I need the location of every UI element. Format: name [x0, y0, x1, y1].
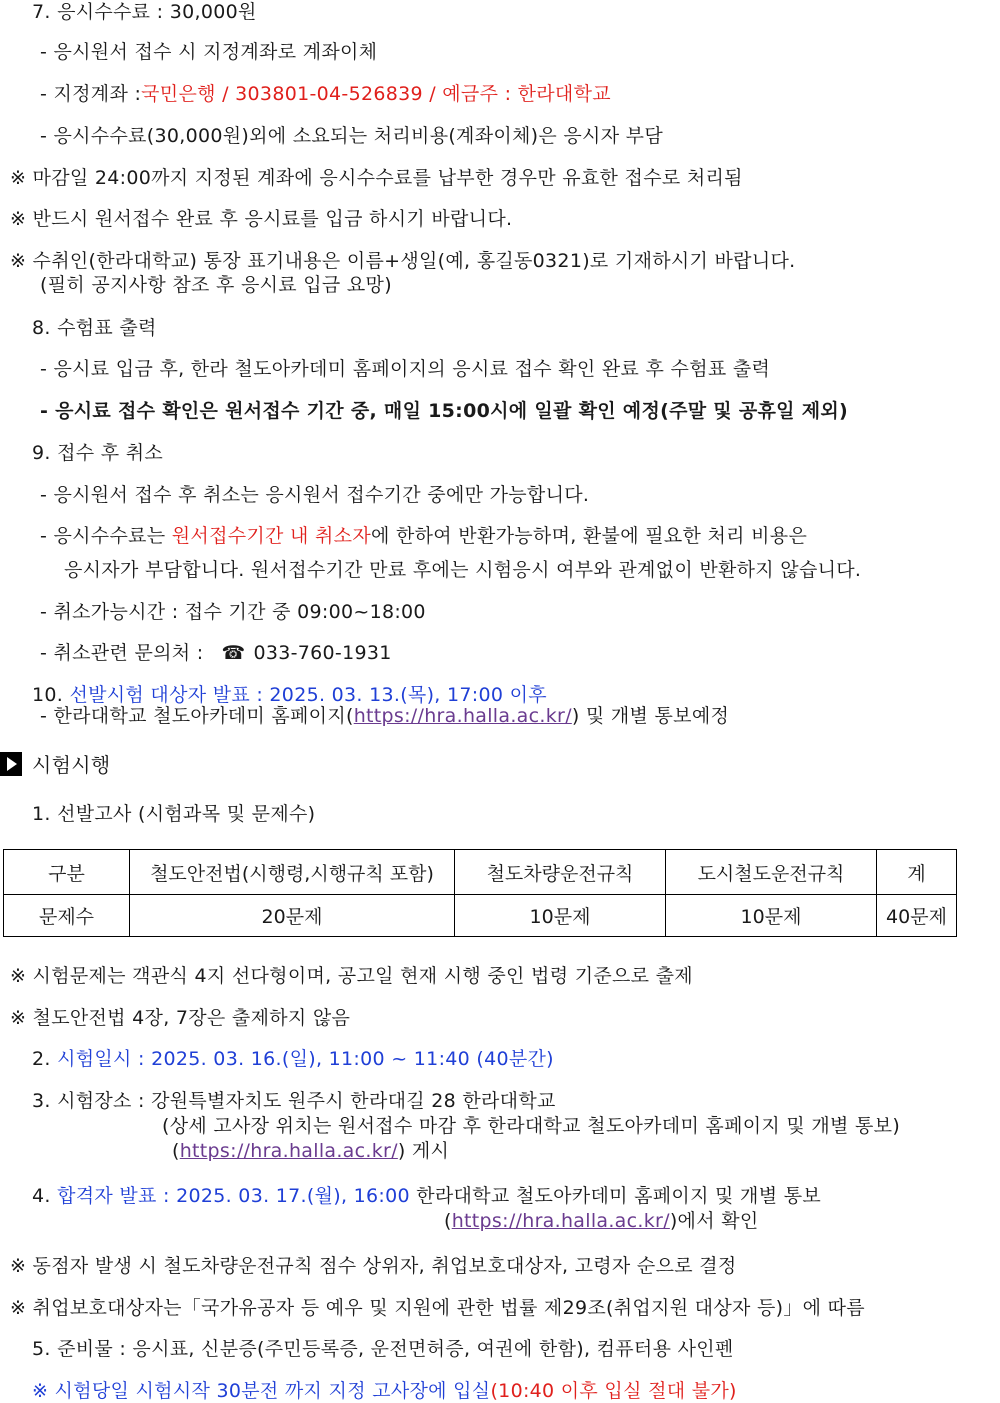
item-4-result [32, 1184, 821, 1208]
place-detail: (상세 고사장 위치는 원서접수 마감 후 한라대학교 철도아카데미 홈페이지 및 개별 통보) [162, 1115, 901, 1137]
table-row [4, 895, 957, 937]
refund-highlight: 원서접수기간 내 취소자 [171, 525, 371, 547]
note-protect: ※ 취업보호대상자는「국가유공자 등 예우 및 지원에 관한 법률 제29조(취업지원 대상자 등)」에 따름 [10, 1297, 865, 1319]
note-exam-skip: ※ 철도안전법 4장, 7장은 출제하지 않음 [10, 1007, 351, 1029]
result-rest: 한라대학교 철도아카데미 홈페이지 및 개별 통보 [409, 1185, 822, 1207]
item-5-prep: 5. 준비물 : 응시표, 신분증(주민등록증, 운전면허증, 여권에 한함), 컴퓨터용 사인펜 [32, 1338, 734, 1360]
cancel-hours: - 취소가능시간 : 접수 기간 중 09:00~18:00 [40, 601, 426, 623]
table-cell: 20문제 [130, 895, 455, 937]
table-header: 계 [877, 850, 957, 895]
item-4-number: 4. [32, 1185, 51, 1207]
table-header: 철도차량운전규칙 [455, 850, 666, 895]
result-confirm: )에서 확인 [669, 1210, 759, 1232]
place-url-line [172, 1139, 449, 1163]
result-url-line [444, 1209, 759, 1233]
place-paren-open: ( [172, 1140, 180, 1162]
table-cell: 40문제 [877, 895, 957, 937]
fee-extra-cost: - 응시수수료(30,000원)외에 소요되는 처리비용(계좌이체)은 응시자 부담 [40, 125, 663, 147]
table-cell: 10문제 [455, 895, 666, 937]
result-paren-open: ( [444, 1210, 452, 1232]
contact-phone: 033-760-1931 [253, 642, 392, 664]
cancel-contact [40, 641, 392, 665]
fee-transfer: - 응시원서 접수 시 지정계좌로 계좌이체 [40, 41, 378, 63]
cancel-refund-2: 응시자가 부담합니다. 원서접수기간 만료 후에는 시험응시 여부와 관계없이 반환하지 않습니다. [64, 559, 862, 581]
account-label: - 지정계좌 : [40, 83, 142, 105]
section-title: 시험시행 [32, 753, 111, 777]
homepage-link[interactable]: https://hra.halla.ac.kr/ [353, 705, 572, 727]
table-cell: 10문제 [666, 895, 877, 937]
item-3-place: 3. 시험장소 : 강원특별자치도 원주시 한라대길 28 한라대학교 [32, 1090, 556, 1112]
note-pay: ※ 반드시 원서접수 완료 후 응시료를 입금 하시기 바랍니다. [10, 208, 513, 230]
note-payee-name: ※ 수취인(한라대학교) 통장 표기내용은 이름+생일(예, 홍길동0321)로 기재하시기 바랍니다. [10, 250, 796, 272]
phone-icon: ☎ [221, 642, 246, 664]
place-homepage-link[interactable]: https://hra.halla.ac.kr/ [179, 1140, 398, 1162]
account-detail: 국민은행 / 303801-04-526839 / 예금주 : 한라대학교 [141, 83, 611, 105]
fee-account [40, 82, 611, 106]
table-header: 구분 [4, 850, 130, 895]
announce-sub [40, 704, 729, 728]
announce-sub-b: ) 및 개별 통보예정 [571, 705, 730, 727]
item-10-number: 10. [32, 684, 64, 706]
exam-date: 시험일시 : 2025. 03. 16.(일), 11:00 ~ 11:40 (40분간) [57, 1048, 554, 1070]
result-date: 합격자 발표 : 2025. 03. 17.(월), 16:00 [57, 1185, 410, 1207]
item-2-date [32, 1047, 554, 1071]
note-deadline: ※ 마감일 24:00까지 지정된 계좌에 응시수수료를 납부한 경우만 유효한 접수로 처리됨 [10, 167, 743, 189]
announce-sub-a: - 한라대학교 철도아카데미 홈페이지( [40, 705, 354, 727]
refund-text-a: - 응시수수료는 [40, 525, 172, 547]
item-7-fee: 7. 응시수수료 : 30,000원 [32, 1, 257, 23]
contact-label: - 취소관련 문의처 : [40, 642, 204, 664]
triangle-right-icon [0, 752, 22, 776]
item-8-ticket: 8. 수험표 출력 [32, 317, 157, 339]
prep-warning [32, 1379, 737, 1403]
item-9-cancel: 9. 접수 후 취소 [32, 442, 164, 464]
item-1-exam: 1. 선발고사 (시험과목 및 문제수) [32, 803, 316, 825]
table-header: 철도안전법(시행령,시행규칙 포함) [130, 850, 455, 895]
table-header: 도시철도운전규칙 [666, 850, 877, 895]
table-header-row [4, 850, 957, 895]
note-payee-name-2: (필히 공지사항 참조 후 응시료 입금 요망) [40, 274, 392, 296]
cancel-only: - 응시원서 접수 후 취소는 응시원서 접수기간 중에만 가능합니다. [40, 484, 590, 506]
table-cell: 문제수 [4, 895, 130, 937]
exam-subject-table [3, 849, 957, 937]
ticket-print: - 응시료 입금 후, 한라 철도아카데미 홈페이지의 응시료 접수 확인 완료 후 수험표 출력 [40, 358, 771, 380]
item-2-number: 2. [32, 1048, 51, 1070]
warning-late: (10:40 이후 입실 절대 불가) [490, 1380, 737, 1402]
note-tie: ※ 동점자 발생 시 철도차량운전규칙 점수 상위자, 취업보호대상자, 고령자 순으로 결정 [10, 1255, 737, 1277]
place-post: ) 게시 [397, 1140, 450, 1162]
note-exam-type: ※ 시험문제는 객관식 4지 선다형이며, 공고일 현재 시행 중인 법령 기준으로 출제 [10, 965, 693, 987]
ticket-confirm: - 응시료 접수 확인은 원서접수 기간 중, 매일 15:00시에 일괄 확인 예정(주말 및 공휴일 제외) [40, 400, 849, 422]
warning-text: ※ 시험당일 시험시작 30분전 까지 지정 고사장에 입실 [32, 1380, 491, 1402]
cancel-refund [40, 524, 807, 548]
result-homepage-link[interactable]: https://hra.halla.ac.kr/ [451, 1210, 670, 1232]
refund-text-b: 에 한하여 반환가능하며, 환불에 필요한 처리 비용은 [371, 525, 808, 547]
announce-date: 선발시험 대상자 발표 : 2025. 03. 13.(목), 17:00 이후 [69, 684, 547, 706]
